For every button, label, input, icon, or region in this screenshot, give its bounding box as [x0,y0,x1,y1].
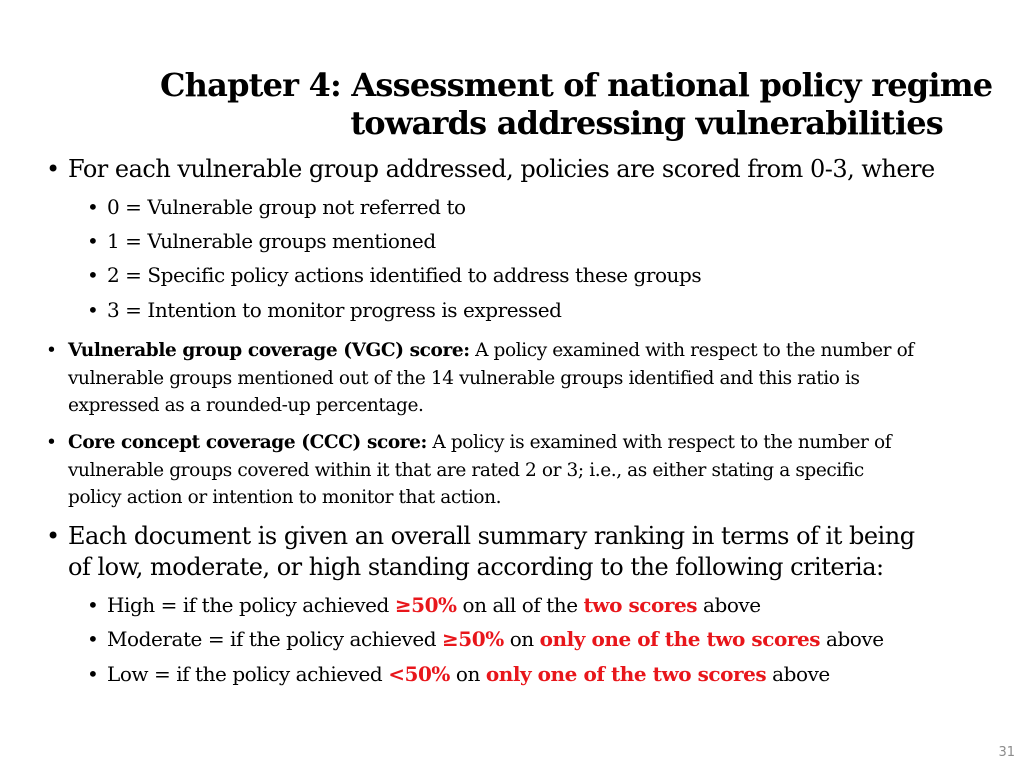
threshold-high: ≥50% [394,593,457,617]
threshold-moderate: ≥50% [442,627,504,651]
bullet-text: For each vulnerable group addressed, policies are scored from 0-3, where [68,155,935,183]
bullet-dot: • [46,155,60,183]
threshold-low: <50% [388,662,450,686]
slide-title-line-2: towards addressing vulnerabilities [350,104,943,142]
slide-title-line-1: Chapter 4: Assessment of national policy regime [160,66,993,104]
slide-title [160,66,993,142]
ccc-term: Core concept coverage (CCC) score: [68,432,427,453]
page-number: 31 [998,745,1015,760]
vgc-term: Vulnerable group coverage (VGC) score: [68,340,470,361]
